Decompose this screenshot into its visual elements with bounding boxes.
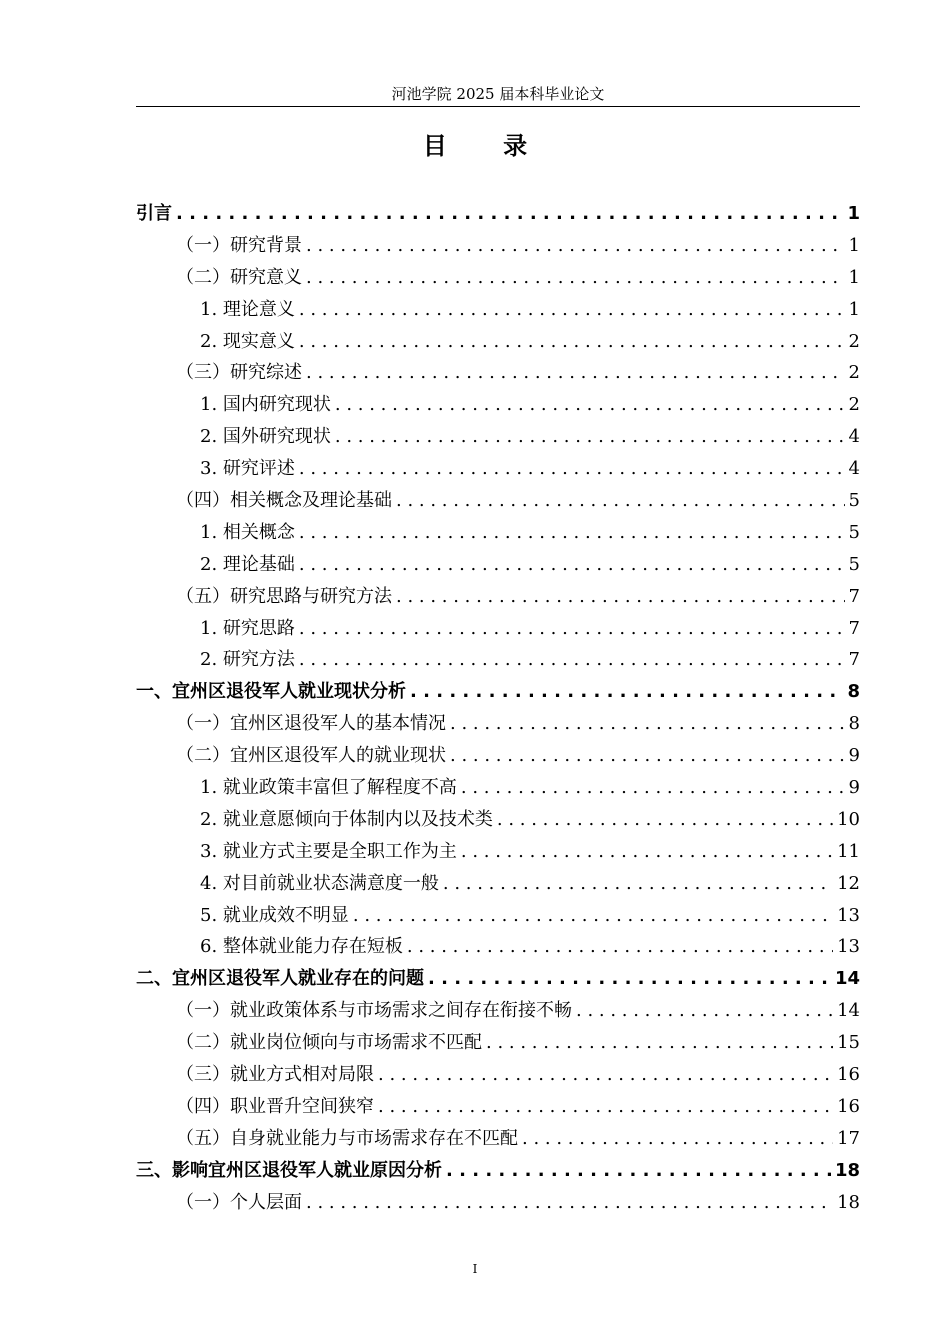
toc-entry-page-number: 16 bbox=[837, 1095, 860, 1117]
toc-entry-label: 三、影响宜州区退役军人就业原因分析 bbox=[136, 1159, 442, 1181]
toc-entry[interactable] bbox=[136, 740, 860, 772]
toc-entry-label: 2. 现实意义 bbox=[200, 330, 295, 352]
page-number: I bbox=[472, 1262, 478, 1276]
toc-dot-leader bbox=[443, 868, 833, 900]
toc-entry[interactable] bbox=[136, 485, 860, 517]
toc-entry-label: 6. 整体就业能力存在短板 bbox=[200, 936, 403, 958]
toc-entry[interactable] bbox=[136, 1091, 860, 1123]
toc-dot-leader bbox=[446, 1155, 831, 1187]
toc-dot-leader bbox=[299, 453, 845, 485]
toc-dot-leader bbox=[461, 772, 845, 804]
toc-entry[interactable] bbox=[136, 389, 860, 421]
toc-entry-label: （一）个人层面 bbox=[176, 1191, 302, 1213]
toc-entry-page-number: 2 bbox=[848, 330, 860, 352]
toc-entry-page-number: 9 bbox=[848, 777, 860, 799]
toc-entry-page-number: 1 bbox=[848, 234, 860, 256]
toc-entry-page-number: 14 bbox=[834, 968, 860, 990]
toc-entry-page-number: 1 bbox=[848, 298, 860, 320]
toc-entry-label: 引言 bbox=[136, 203, 172, 224]
toc-entry-page-number: 4 bbox=[848, 458, 860, 480]
toc-entry-page-number: 14 bbox=[837, 1000, 860, 1022]
toc-entry[interactable] bbox=[136, 1187, 860, 1219]
toc-entry-label: （四）职业晋升空间狭窄 bbox=[176, 1095, 374, 1117]
toc-entry[interactable] bbox=[136, 1155, 860, 1187]
toc-entry-label: 3. 就业方式主要是全职工作为主 bbox=[200, 840, 457, 862]
toc-entry[interactable] bbox=[136, 230, 860, 262]
toc-dot-leader bbox=[497, 804, 833, 836]
toc-dot-leader bbox=[576, 995, 833, 1027]
toc-dot-leader bbox=[299, 644, 845, 676]
toc-entry-page-number: 13 bbox=[837, 936, 860, 958]
toc-entry-page-number: 15 bbox=[837, 1032, 860, 1054]
toc-dot-leader bbox=[378, 1059, 833, 1091]
toc-entry[interactable] bbox=[136, 421, 860, 453]
toc-dot-leader bbox=[378, 1091, 833, 1123]
toc-entry-page-number: 5 bbox=[848, 490, 860, 512]
toc-entry-label: 1. 研究思路 bbox=[200, 617, 295, 639]
toc-entry-page-number: 12 bbox=[837, 872, 860, 894]
toc-entry-page-number: 18 bbox=[837, 1191, 860, 1213]
toc-entry-label: 1. 国内研究现状 bbox=[200, 394, 331, 416]
toc-entry-page-number: 7 bbox=[848, 585, 860, 607]
toc-dot-leader bbox=[306, 357, 845, 389]
toc-dot-leader bbox=[396, 485, 845, 517]
toc-entry-label: 1. 理论意义 bbox=[200, 298, 295, 320]
toc-dot-leader bbox=[299, 613, 845, 645]
toc-entry[interactable] bbox=[136, 357, 860, 389]
toc-entry[interactable] bbox=[136, 708, 860, 740]
toc-entry[interactable] bbox=[136, 995, 860, 1027]
toc-entry-label: 4. 对目前就业状态满意度一般 bbox=[200, 872, 439, 894]
table-of-contents bbox=[136, 198, 860, 1219]
toc-entry[interactable] bbox=[136, 676, 860, 708]
toc-entry[interactable] bbox=[136, 1027, 860, 1059]
toc-dot-leader bbox=[299, 326, 845, 358]
toc-entry-label: 2. 就业意愿倾向于体制内以及技术类 bbox=[200, 808, 493, 830]
page-title: 目 录 bbox=[422, 132, 552, 160]
toc-dot-leader bbox=[396, 581, 845, 613]
toc-entry[interactable] bbox=[136, 453, 860, 485]
toc-dot-leader bbox=[335, 389, 845, 421]
toc-dot-leader bbox=[428, 963, 831, 995]
toc-entry-page-number: 7 bbox=[848, 649, 860, 671]
toc-entry-label: （一）就业政策体系与市场需求之间存在衔接不畅 bbox=[176, 1000, 572, 1022]
toc-entry-label: 3. 研究评述 bbox=[200, 458, 295, 480]
toc-entry[interactable] bbox=[136, 262, 860, 294]
toc-dot-leader bbox=[450, 708, 845, 740]
toc-dot-leader bbox=[486, 1027, 833, 1059]
toc-entry[interactable] bbox=[136, 931, 860, 963]
toc-entry[interactable] bbox=[136, 1059, 860, 1091]
toc-entry-page-number: 7 bbox=[848, 617, 860, 639]
toc-entry-label: 一、宜州区退役军人就业现状分析 bbox=[136, 681, 406, 703]
toc-entry[interactable] bbox=[136, 198, 860, 230]
toc-entry-label: 2. 研究方法 bbox=[200, 649, 295, 671]
toc-entry[interactable] bbox=[136, 1123, 860, 1155]
toc-dot-leader bbox=[176, 198, 843, 230]
toc-entry-page-number: 5 bbox=[848, 521, 860, 543]
toc-entry-label: 二、宜州区退役军人就业存在的问题 bbox=[136, 968, 424, 990]
toc-entry-page-number: 9 bbox=[848, 745, 860, 767]
toc-entry-label: （四）相关概念及理论基础 bbox=[176, 490, 392, 512]
toc-entry[interactable] bbox=[136, 900, 860, 932]
toc-entry-label: （二）研究意义 bbox=[176, 266, 302, 288]
toc-entry[interactable] bbox=[136, 549, 860, 581]
toc-entry[interactable] bbox=[136, 644, 860, 676]
toc-entry[interactable] bbox=[136, 963, 860, 995]
toc-entry[interactable] bbox=[136, 294, 860, 326]
toc-dot-leader bbox=[306, 262, 845, 294]
toc-entry-page-number: 13 bbox=[837, 904, 860, 926]
toc-entry-page-number: 17 bbox=[837, 1127, 860, 1149]
toc-entry[interactable] bbox=[136, 581, 860, 613]
toc-dot-leader bbox=[461, 836, 833, 868]
toc-dot-leader bbox=[306, 1187, 833, 1219]
toc-entry-label: （二）宜州区退役军人的就业现状 bbox=[176, 745, 446, 767]
toc-entry-page-number: 1 bbox=[847, 203, 860, 224]
toc-dot-leader bbox=[410, 676, 843, 708]
toc-entry-page-number: 1 bbox=[848, 266, 860, 288]
toc-dot-leader bbox=[522, 1123, 833, 1155]
toc-entry-label: 1. 就业政策丰富但了解程度不高 bbox=[200, 777, 457, 799]
toc-entry[interactable] bbox=[136, 613, 860, 645]
toc-dot-leader bbox=[407, 931, 833, 963]
toc-entry[interactable] bbox=[136, 804, 860, 836]
toc-entry-label: （五）自身就业能力与市场需求存在不匹配 bbox=[176, 1127, 518, 1149]
toc-entry-page-number: 2 bbox=[848, 394, 860, 416]
toc-entry-page-number: 10 bbox=[837, 808, 860, 830]
running-header: 河池学院 2025 届本科毕业论文 bbox=[391, 85, 605, 103]
toc-entry-label: （一）研究背景 bbox=[176, 234, 302, 256]
toc-entry-page-number: 8 bbox=[847, 681, 860, 703]
toc-entry[interactable] bbox=[136, 868, 860, 900]
toc-entry[interactable] bbox=[136, 517, 860, 549]
toc-entry-label: 1. 相关概念 bbox=[200, 521, 295, 543]
toc-entry-page-number: 5 bbox=[848, 553, 860, 575]
toc-entry-page-number: 16 bbox=[837, 1064, 860, 1086]
header-rule bbox=[136, 106, 860, 107]
toc-entry-label: （五）研究思路与研究方法 bbox=[176, 585, 392, 607]
toc-entry-page-number: 11 bbox=[837, 840, 860, 862]
toc-entry-label: （三）研究综述 bbox=[176, 362, 302, 384]
toc-entry-page-number: 4 bbox=[848, 426, 860, 448]
toc-entry-page-number: 18 bbox=[834, 1159, 860, 1181]
toc-dot-leader bbox=[335, 421, 845, 453]
toc-dot-leader bbox=[299, 549, 845, 581]
toc-entry[interactable] bbox=[136, 772, 860, 804]
toc-entry-page-number: 8 bbox=[848, 713, 860, 735]
toc-dot-leader bbox=[299, 517, 845, 549]
toc-dot-leader bbox=[450, 740, 845, 772]
toc-entry-label: （一）宜州区退役军人的基本情况 bbox=[176, 713, 446, 735]
toc-entry-label: 2. 国外研究现状 bbox=[200, 426, 331, 448]
toc-dot-leader bbox=[353, 900, 833, 932]
toc-entry[interactable] bbox=[136, 836, 860, 868]
toc-entry-label: 2. 理论基础 bbox=[200, 553, 295, 575]
toc-entry-page-number: 2 bbox=[848, 362, 860, 384]
toc-dot-leader bbox=[306, 230, 845, 262]
toc-entry-label: （三）就业方式相对局限 bbox=[176, 1064, 374, 1086]
toc-dot-leader bbox=[299, 294, 845, 326]
toc-entry-label: 5. 就业成效不明显 bbox=[200, 904, 349, 926]
toc-entry-label: （二）就业岗位倾向与市场需求不匹配 bbox=[176, 1032, 482, 1054]
toc-entry[interactable] bbox=[136, 326, 860, 358]
